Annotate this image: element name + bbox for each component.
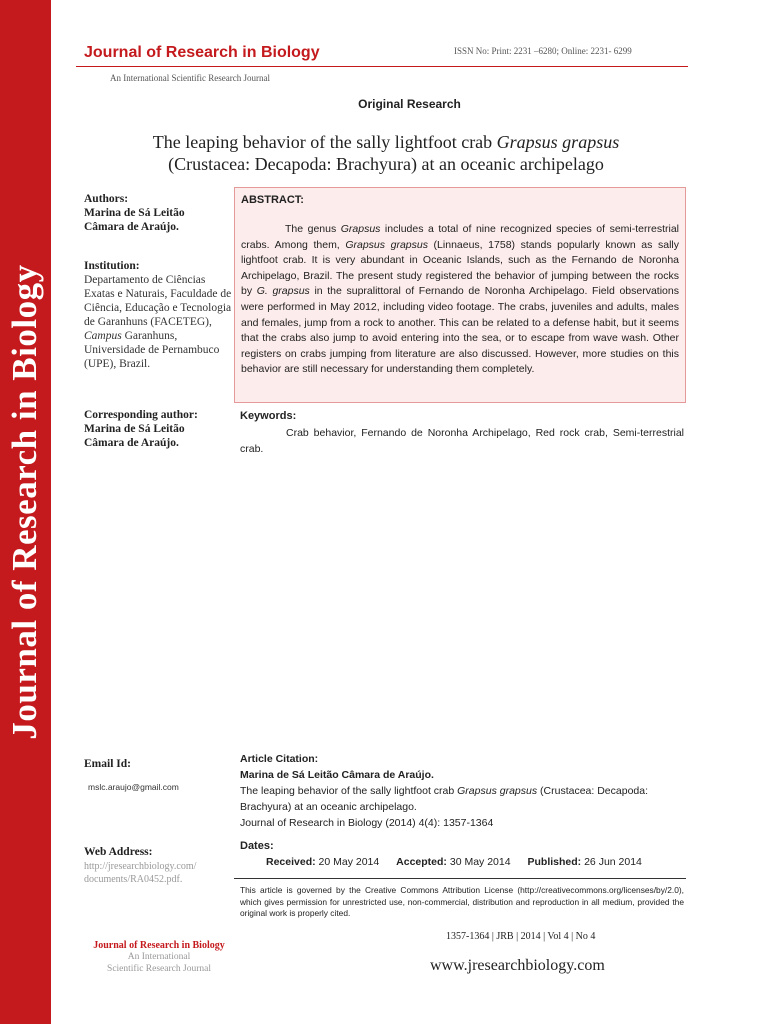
journal-sidebar xyxy=(0,0,51,1024)
abstract-text xyxy=(241,222,679,378)
corresponding-name-line2: Câmara de Araújo. xyxy=(84,437,179,449)
abstract-part-3: (Linnaeus, 1758) stands popularly known as sally lightfoot crab. It is very abundant in Oceanic Islands, such as the Fernando de Noronha Archipelago, Brazil. The present study registered the behavior of jumping between the rocks by xyxy=(241,238,679,298)
received-label: Received: xyxy=(266,856,316,868)
authors-block xyxy=(84,192,234,234)
corresponding-name-line1: Marina de Sá Leitão xyxy=(84,423,185,435)
keywords-heading: Keywords: xyxy=(240,410,297,422)
web-address-line1[interactable]: http://jresearchbiology.com/ xyxy=(84,861,197,872)
institution-label: Institution: xyxy=(84,260,140,272)
title-species: Grapsus grapsus xyxy=(496,132,620,152)
abstract-species: Grapsus grapsus xyxy=(345,238,428,251)
license-text: This article is governed by the Creative Commons Attribution License (http://creativecommons.org/licenses/by/2.0), which gives permission for unrestricted use, non-commercial, distribution and reproduction in all medium, provided the original work is properly cited. xyxy=(240,885,684,918)
citation-title-start: The leaping behavior of the sally lightfoot crab xyxy=(240,785,458,797)
dates-heading: Dates: xyxy=(240,840,274,852)
received-date: 20 May 2014 xyxy=(318,856,380,868)
web-address-link[interactable] xyxy=(84,860,234,886)
citation-title xyxy=(240,783,686,815)
published-date: 26 Jun 2014 xyxy=(584,856,642,868)
logo-line2: An International xyxy=(127,952,191,962)
citation-heading: Article Citation: xyxy=(240,753,319,765)
web-address-line2[interactable]: documents/RA0452.pdf. xyxy=(84,874,183,885)
institution-campus: Campus xyxy=(84,330,122,342)
article-type: Original Research xyxy=(358,97,461,111)
page-info: 1357-1364 | JRB | 2014 | Vol 4 | No 4 xyxy=(446,931,596,942)
logo-line1: Journal of Research in Biology xyxy=(93,940,225,951)
abstract-species-short: G. grapsus xyxy=(256,285,310,298)
corresponding-author-block xyxy=(84,408,234,450)
header-rule xyxy=(76,66,688,67)
article-citation xyxy=(240,751,686,831)
web-address-label: Web Address: xyxy=(84,846,153,858)
license-rule xyxy=(234,878,686,879)
accepted-date: 30 May 2014 xyxy=(449,856,511,868)
journal-name: Journal of Research in Biology xyxy=(84,44,320,61)
published-label: Published: xyxy=(527,856,582,868)
abstract-part-1: The genus xyxy=(285,223,341,235)
abstract-part-2: includes a total of nine recognized species of semi-terrestrial crabs. Among them, xyxy=(241,223,679,251)
authors-label: Authors: xyxy=(84,193,129,205)
keywords-text: Crab behavior, Fernando de Noronha Archipelago, Red rock crab, Semi-terrestrial crab. xyxy=(240,427,684,455)
author-name-line2: Câmara de Araújo. xyxy=(84,221,179,233)
institution-text-main: Departamento de Ciências Exatas e Naturais, Faculdade de Ciência, Educação e Tecnologia de Garanhuns (FACETEG), xyxy=(84,274,232,328)
logo-line3: Scientific Research Journal xyxy=(107,964,211,974)
author-name-line1: Marina de Sá Leitão xyxy=(84,207,185,219)
abstract-part-4: in the supralittoral of Fernando de Noronha Archipelago. Field observations were performed in May 2012, including video footage. The crabs, juveniles and adults, males and females, jump from a rock to another. This can be related to a defense habit, but it seems that the crabs also jump to avoid entering into the sea, or to escape from wave wash. Other registers on crabs jumping from literature are also discussed. However, more studies on this behavior are still necessary for understanding them completely. xyxy=(241,285,679,376)
corresponding-label: Corresponding author: xyxy=(84,409,198,421)
accepted-label: Accepted: xyxy=(396,856,447,868)
dates-row xyxy=(266,856,642,868)
sidebar-journal-title: Journal of Research in Biology xyxy=(5,264,44,740)
abstract-box xyxy=(234,187,686,403)
issn-info: ISSN No: Print: 2231 –6280; Online: 2231- 6299 xyxy=(454,46,632,56)
citation-species: Grapsus grapsus xyxy=(457,785,538,797)
institution-block xyxy=(84,259,234,371)
article-title xyxy=(84,131,688,175)
email-label: Email Id: xyxy=(84,758,131,770)
journal-subtitle: An International Scientific Research Journal xyxy=(110,73,270,83)
title-line2: (Crustacea: Decapoda: Brachyura) at an oceanic archipelago xyxy=(168,154,604,174)
email-value[interactable]: mslc.araujo@gmail.com xyxy=(88,782,179,792)
abstract-heading: ABSTRACT: xyxy=(241,194,304,206)
citation-title-end: (Crustacea: Decapoda: Brachyura) at an oceanic archipelago. xyxy=(240,785,649,813)
institution-text-end: Garanhuns, Universidade de Pernambuco (UPE), Brazil. xyxy=(84,330,220,370)
title-line1-prefix: The leaping behavior of the sally lightfoot crab xyxy=(152,132,497,152)
citation-journal: Journal of Research in Biology (2014) 4(4): 1357-1364 xyxy=(240,817,494,829)
footer-journal-logo xyxy=(84,940,234,975)
website-url[interactable]: www.jresearchbiology.com xyxy=(430,957,605,974)
citation-authors: Marina de Sá Leitão Câmara de Araújo. xyxy=(240,769,434,781)
abstract-genus: Grapsus xyxy=(340,223,381,235)
institution-text xyxy=(84,273,234,371)
